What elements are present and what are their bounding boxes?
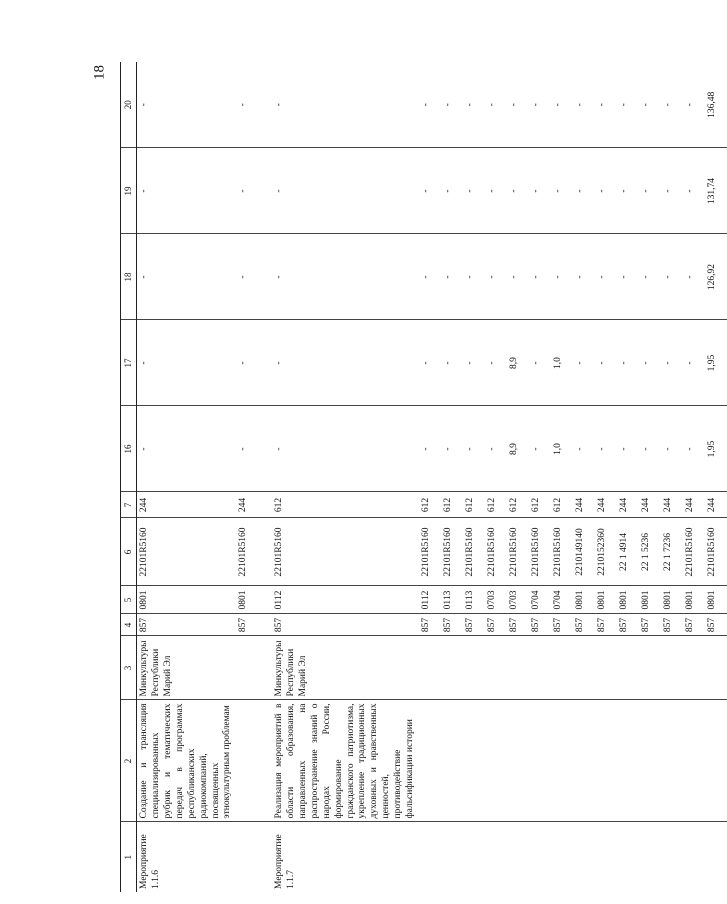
- table-cell-c2: [485, 700, 507, 822]
- table-cell-c17: -: [661, 320, 683, 406]
- table-cell-c4: 857: [551, 614, 573, 636]
- table-cell-c6: 22 1 7236: [661, 518, 683, 586]
- table-cell-c16: -: [272, 406, 419, 492]
- table-cell-c7: 612: [419, 492, 441, 518]
- table-cell-c18: -: [236, 234, 272, 320]
- table-cell-c3: [595, 636, 617, 700]
- table-cell-c7: 612: [485, 492, 507, 518]
- table-cell-c7: 244: [236, 492, 272, 518]
- column-header: 2: [121, 700, 137, 822]
- table-cell-c19: -: [507, 148, 529, 234]
- column-header: 20: [121, 62, 137, 148]
- table-cell-c19: -: [573, 148, 595, 234]
- table-cell-c5: 0801: [661, 586, 683, 614]
- table-cell-c18: -: [551, 234, 573, 320]
- table-row: [137, 62, 237, 892]
- table-row: [573, 62, 595, 892]
- table-cell-c17: -: [441, 320, 463, 406]
- column-header: 6: [121, 518, 137, 586]
- table-cell-c5: 0113: [463, 586, 485, 614]
- table-cell-c3: [573, 636, 595, 700]
- table-cell-c6: 2210149140: [573, 518, 595, 586]
- table-cell-c20: -: [529, 62, 551, 148]
- table-cell-c19: -: [419, 148, 441, 234]
- table-cell-c4: 857: [705, 614, 727, 636]
- table-cell-c6: 22101R5160: [705, 518, 727, 586]
- table-cell-c3: [705, 636, 727, 700]
- table-cell-c7: 612: [507, 492, 529, 518]
- table-cell-c17: -: [617, 320, 639, 406]
- table-cell-c16: -: [573, 406, 595, 492]
- table-cell-c6: 22101R5160: [236, 518, 272, 586]
- table-cell-c4: 857: [272, 614, 419, 636]
- table-row: [463, 62, 485, 892]
- table-cell-c17: -: [463, 320, 485, 406]
- table-cell-c7: 612: [272, 492, 419, 518]
- table-cell-c3: [683, 636, 705, 700]
- table-cell-c6: 22101R5160: [272, 518, 419, 586]
- table-cell-c17: -: [485, 320, 507, 406]
- table-cell-c4: 857: [463, 614, 485, 636]
- column-header: 3: [121, 636, 137, 700]
- table-cell-c18: 126,92: [705, 234, 727, 320]
- table-row: [272, 62, 419, 892]
- table-cell-c20: -: [617, 62, 639, 148]
- table-row: [529, 62, 551, 892]
- table-cell-c7: 244: [137, 492, 237, 518]
- table-cell-c16: -: [661, 406, 683, 492]
- table-cell-c16: -: [137, 406, 237, 492]
- table-row: [441, 62, 463, 892]
- table-cell-c18: -: [507, 234, 529, 320]
- column-header: 17: [121, 320, 137, 406]
- table-cell-c1: [441, 822, 463, 892]
- column-header: 18: [121, 234, 137, 320]
- table-cell-c6: 22101R5160: [551, 518, 573, 586]
- table-cell-c2: [441, 700, 463, 822]
- table-cell-c1: [485, 822, 507, 892]
- table-cell-c4: 857: [573, 614, 595, 636]
- table-cell-c19: -: [639, 148, 661, 234]
- table-cell-c20: -: [419, 62, 441, 148]
- table-cell-c5: 0801: [705, 586, 727, 614]
- table-cell-c1: [507, 822, 529, 892]
- table-cell-c3: [419, 636, 441, 700]
- table-cell-c3: [441, 636, 463, 700]
- table-cell-c2: [529, 700, 551, 822]
- table-cell-c19: -: [463, 148, 485, 234]
- table-cell-c16: -: [529, 406, 551, 492]
- table-cell-c6: 22101R5160: [485, 518, 507, 586]
- table-cell-c16: -: [441, 406, 463, 492]
- table-cell-c5: 0801: [137, 586, 237, 614]
- table-cell-c20: -: [236, 62, 272, 148]
- table-row: [595, 62, 617, 892]
- column-header: 5: [121, 586, 137, 614]
- table-cell-c20: -: [507, 62, 529, 148]
- page-number: 18: [91, 65, 108, 80]
- table-cell-c7: 612: [529, 492, 551, 518]
- table-cell-c20: -: [441, 62, 463, 148]
- table-cell-c19: -: [272, 148, 419, 234]
- table-cell-c4: 857: [236, 614, 272, 636]
- table-cell-c16: -: [485, 406, 507, 492]
- table-cell-c5: 0801: [639, 586, 661, 614]
- table-cell-c4: 857: [595, 614, 617, 636]
- table-cell-c3: [661, 636, 683, 700]
- table-cell-c18: -: [683, 234, 705, 320]
- table-cell-c2: [639, 700, 661, 822]
- table-cell-c3: [236, 636, 272, 700]
- table-cell-c5: 0704: [551, 586, 573, 614]
- table-row: [236, 62, 272, 892]
- table-cell-c17: -: [272, 320, 419, 406]
- table-cell-c18: -: [617, 234, 639, 320]
- header-row: [121, 62, 137, 892]
- table-cell-c17: -: [573, 320, 595, 406]
- table-cell-c20: -: [272, 62, 419, 148]
- table-cell-c19: -: [683, 148, 705, 234]
- table-cell-c5: 0801: [683, 586, 705, 614]
- table-cell-c5: 0112: [272, 586, 419, 614]
- table-cell-c1: [419, 822, 441, 892]
- table-cell-c18: -: [639, 234, 661, 320]
- table-cell-c18: -: [441, 234, 463, 320]
- table-cell-c1: [705, 822, 727, 892]
- table-cell-c1: [683, 822, 705, 892]
- table-row: [661, 62, 683, 892]
- column-header: 19: [121, 148, 137, 234]
- table-cell-c18: -: [137, 234, 237, 320]
- table-cell-c1: Мероприятие 1.1.7: [274, 834, 297, 889]
- table-cell-c3: Минкультуры Республики Марий Эл: [137, 636, 237, 700]
- table-cell-c16: -: [595, 406, 617, 492]
- table-cell-c7: 244: [573, 492, 595, 518]
- table-cell-c17: -: [419, 320, 441, 406]
- table-cell-c5: 0113: [441, 586, 463, 614]
- table-cell-c6: 22 1 4914: [617, 518, 639, 586]
- table-body: [137, 62, 727, 892]
- table-cell-c7: 244: [639, 492, 661, 518]
- table-cell-c3: [529, 636, 551, 700]
- column-header: 4: [121, 614, 137, 636]
- column-header: 16: [121, 406, 137, 492]
- table-cell-c18: -: [661, 234, 683, 320]
- table-cell-c1: [617, 822, 639, 892]
- table-cell-c7: 612: [551, 492, 573, 518]
- table-cell-c19: -: [529, 148, 551, 234]
- table-cell-c4: 857: [419, 614, 441, 636]
- budget-table: [120, 62, 727, 892]
- table-cell-c6: 22101R5160: [507, 518, 529, 586]
- table-cell-c18: -: [419, 234, 441, 320]
- table-row: [419, 62, 441, 892]
- table-cell-c20: -: [639, 62, 661, 148]
- table-cell-c17: -: [639, 320, 661, 406]
- table-cell-c16: 1,0: [551, 406, 573, 492]
- column-header: 1: [121, 822, 137, 892]
- table-cell-c17: -: [137, 320, 237, 406]
- table-cell-c1: [595, 822, 617, 892]
- table-cell-c17: 1,0: [551, 320, 573, 406]
- table-cell-c7: 612: [441, 492, 463, 518]
- table-cell-c16: -: [419, 406, 441, 492]
- table-cell-c6: 22101R5160: [441, 518, 463, 586]
- table-cell-c6: 22 1 5236: [639, 518, 661, 586]
- table-cell-c4: 857: [441, 614, 463, 636]
- table-cell-c16: -: [639, 406, 661, 492]
- table-cell-c2: [507, 700, 529, 822]
- table-cell-c6: 22101R5160: [529, 518, 551, 586]
- table-cell-c20: -: [137, 62, 237, 148]
- column-header: 7: [121, 492, 137, 518]
- table-row: [551, 62, 573, 892]
- table-cell-c5: 0703: [507, 586, 529, 614]
- table-cell-c7: 244: [595, 492, 617, 518]
- table-row: [485, 62, 507, 892]
- table-cell-c6: 22101R5160: [419, 518, 441, 586]
- table-cell-c2: Создание и трансляция специализированных рубрик и тематических передач в программах республиканских радиокомпаний, посвященных этнокультурным проблемам: [137, 700, 237, 822]
- table-row: [507, 62, 529, 892]
- table-cell-c3: [617, 636, 639, 700]
- table-cell-c17: -: [595, 320, 617, 406]
- table-cell-c2: [595, 700, 617, 822]
- table-cell-c18: -: [573, 234, 595, 320]
- table-cell-c20: -: [485, 62, 507, 148]
- table-cell-c16: -: [463, 406, 485, 492]
- table-cell-c16: 1,95: [705, 406, 727, 492]
- table-cell-c2: [463, 700, 485, 822]
- table-cell-c17: 1,95: [705, 320, 727, 406]
- table-cell-c2: [419, 700, 441, 822]
- table-cell-c1: [529, 822, 551, 892]
- table-cell-c3: [485, 636, 507, 700]
- table-cell-c18: -: [272, 234, 419, 320]
- table-row: [617, 62, 639, 892]
- table-cell-c4: 857: [137, 614, 237, 636]
- table-cell-c16: 8,9: [507, 406, 529, 492]
- table-cell-c5: 0703: [485, 586, 507, 614]
- table-cell-c7: 244: [705, 492, 727, 518]
- table-cell-c19: -: [617, 148, 639, 234]
- table-cell-c5: 0704: [529, 586, 551, 614]
- table-cell-c7: 244: [617, 492, 639, 518]
- table-cell-c4: 857: [639, 614, 661, 636]
- table-cell-c18: -: [529, 234, 551, 320]
- table-cell-c17: -: [529, 320, 551, 406]
- table-cell-c17: -: [236, 320, 272, 406]
- table-cell-c2: [617, 700, 639, 822]
- table-cell-c2: [573, 700, 595, 822]
- table-cell-c20: -: [573, 62, 595, 148]
- table-cell-c20: -: [683, 62, 705, 148]
- table-cell-c1: [236, 822, 272, 892]
- table-cell-c4: 857: [507, 614, 529, 636]
- table-cell-c3: [463, 636, 485, 700]
- table-cell-c18: -: [595, 234, 617, 320]
- table-row: [639, 62, 661, 892]
- table-cell-c4: 857: [617, 614, 639, 636]
- table-cell-c7: 244: [683, 492, 705, 518]
- table-cell-c19: 131,74: [705, 148, 727, 234]
- table-cell-c16: -: [683, 406, 705, 492]
- table-cell-c2: [236, 700, 272, 822]
- table-cell-c4: 857: [485, 614, 507, 636]
- table-row: [683, 62, 705, 892]
- document-table-rotated: [120, 62, 717, 892]
- table-cell-c3: [507, 636, 529, 700]
- table-cell-c1: Мероприятие 1.1.6: [139, 834, 162, 889]
- table-cell-c18: -: [485, 234, 507, 320]
- table-cell-c4: 857: [683, 614, 705, 636]
- table-cell-c20: -: [551, 62, 573, 148]
- table-cell-c4: 857: [529, 614, 551, 636]
- table-cell-c19: -: [236, 148, 272, 234]
- table-cell-c5: 0801: [617, 586, 639, 614]
- table-cell-c2: [705, 700, 727, 822]
- table-cell-c1: [639, 822, 661, 892]
- table-cell-c20: -: [595, 62, 617, 148]
- table-cell-c3: [551, 636, 573, 700]
- table-cell-c16: -: [617, 406, 639, 492]
- table-cell-c1: [661, 822, 683, 892]
- table-cell-c5: 0112: [419, 586, 441, 614]
- table-cell-c19: -: [137, 148, 237, 234]
- table-cell-c1: [551, 822, 573, 892]
- table-cell-c5: 0801: [573, 586, 595, 614]
- table-cell-c3: Минкультуры Республики Марий Эл: [272, 636, 419, 700]
- table-cell-c16: -: [236, 406, 272, 492]
- table-cell-c19: -: [485, 148, 507, 234]
- table-cell-c20: -: [661, 62, 683, 148]
- table-cell-c19: -: [595, 148, 617, 234]
- table-cell-c3: [639, 636, 661, 700]
- table-cell-c2: [661, 700, 683, 822]
- table-cell-c2: Реализация мероприятий в области образования, направленных на распространение знаний о народах России, формирование гражданского патриотизма, укрепление традиционных духовных и нравственных ценностей, противодействие фальсификации истории: [272, 700, 419, 822]
- table-cell-c6: 22101R5160: [137, 518, 237, 586]
- table-cell-c1: [463, 822, 485, 892]
- table-cell-c2: [683, 700, 705, 822]
- table-cell-c2: [551, 700, 573, 822]
- table-cell-c19: -: [441, 148, 463, 234]
- table-cell-c7: 244: [661, 492, 683, 518]
- table-row: [705, 62, 727, 892]
- table-cell-c17: 8,9: [507, 320, 529, 406]
- table-cell-c5: 0801: [595, 586, 617, 614]
- table-cell-c18: -: [463, 234, 485, 320]
- table-cell-c20: -: [463, 62, 485, 148]
- table-cell-c7: 612: [463, 492, 485, 518]
- table-cell-c19: -: [661, 148, 683, 234]
- table-cell-c4: 857: [661, 614, 683, 636]
- table-cell-c20: 136,48: [705, 62, 727, 148]
- table-cell-c19: -: [551, 148, 573, 234]
- table-cell-c5: 0801: [236, 586, 272, 614]
- table-cell-c6: 22101R5160: [683, 518, 705, 586]
- table-cell-c6: 22101R5160: [463, 518, 485, 586]
- table-cell-c1: [573, 822, 595, 892]
- table-cell-c17: -: [683, 320, 705, 406]
- table-cell-c6: 2210152360: [595, 518, 617, 586]
